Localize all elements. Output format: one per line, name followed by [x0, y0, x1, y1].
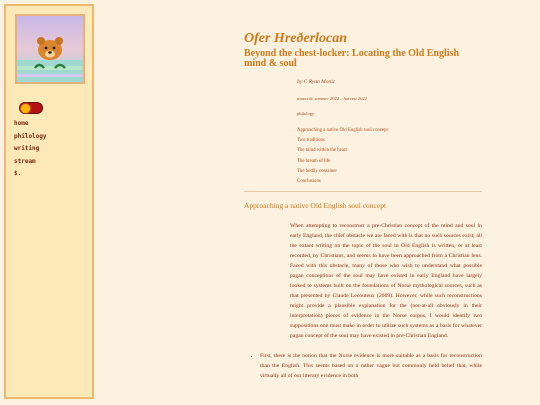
toc-link[interactable]: The mind within the heart: [297, 148, 347, 154]
byline: by C Ryan Moniz: [297, 79, 335, 85]
list-item: • First, there is the notion that the Norse evidence is more suitable as a basis for reconstruction than the English. This seems based on a rather vague but commonly held belief that, while virtually all of our literary evidence in both: [260, 351, 482, 381]
theme-toggle[interactable]: [19, 102, 43, 114]
toc-link[interactable]: The bodily container: [297, 168, 337, 174]
toc-link[interactable]: Approaching a native Old English soul concept: [297, 128, 388, 133]
toc-link[interactable]: Conclusions: [297, 179, 321, 185]
avatar: [15, 14, 85, 84]
post-meta: [297, 79, 482, 187]
nav-link-stream[interactable]: stream: [14, 157, 36, 165]
article: [244, 30, 482, 381]
sun-icon: [21, 104, 30, 113]
nav-link-writing[interactable]: writing: [14, 145, 40, 152]
toc-link[interactable]: Two traditions: [297, 138, 325, 144]
site-title[interactable]: Ofer Hreðerlocan: [244, 31, 348, 46]
sidebar: [4, 4, 94, 399]
dates-prefix: mmxxiii: [297, 96, 313, 101]
section-heading: Approaching a native Old English soul concept: [244, 201, 387, 211]
table-of-contents: [297, 126, 482, 187]
post-tag[interactable]: philology: [297, 111, 315, 116]
nav-link-home[interactable]: home: [14, 120, 29, 127]
sidebar-nav: [14, 118, 47, 181]
body-paragraph: When attempting to reconstruct a pre-Christian concept of the mind and soul in early England, the chief obstacle we are faced with is that no such sources exist; all the extant writing on the topic of the soul in Old English is written, or at least recorded, by Christians, and seems to have been approached from a Christian lens. Faced with this obstacle, many of those who wish to understand what possible pagan conceptions of the soul may have existed in early England have largely looked to systems built on the foundations of Norse mythological sources, such as that presented by Claude Lecouteux (2009). However, while such reconstructions might provide a plausible explanation for the (not-at-all obviously in their interpretation) pieces of evidence in the Norse corpus, I would identify two suppositions one must make in order to utilize such systems as a basis for whatever pagan concept of the soul may have existed in pre-Christian England.: [290, 223, 482, 340]
dates-range: summer 2022 – harvest 2022: [314, 96, 367, 101]
nav-link-philology[interactable]: philology: [14, 132, 47, 140]
post-dates: mmxxiii: summer 2022 – harvest 2022: [297, 96, 367, 101]
divider: [244, 191, 482, 192]
nav-link-shell[interactable]: $.: [14, 170, 22, 177]
post-title: Beyond the chest-locker: Locating the Old English mind & soul: [244, 48, 460, 69]
toc-link[interactable]: The breath of life: [297, 158, 331, 164]
bear-painting-image: [17, 16, 83, 82]
bullet-list: [244, 351, 482, 381]
